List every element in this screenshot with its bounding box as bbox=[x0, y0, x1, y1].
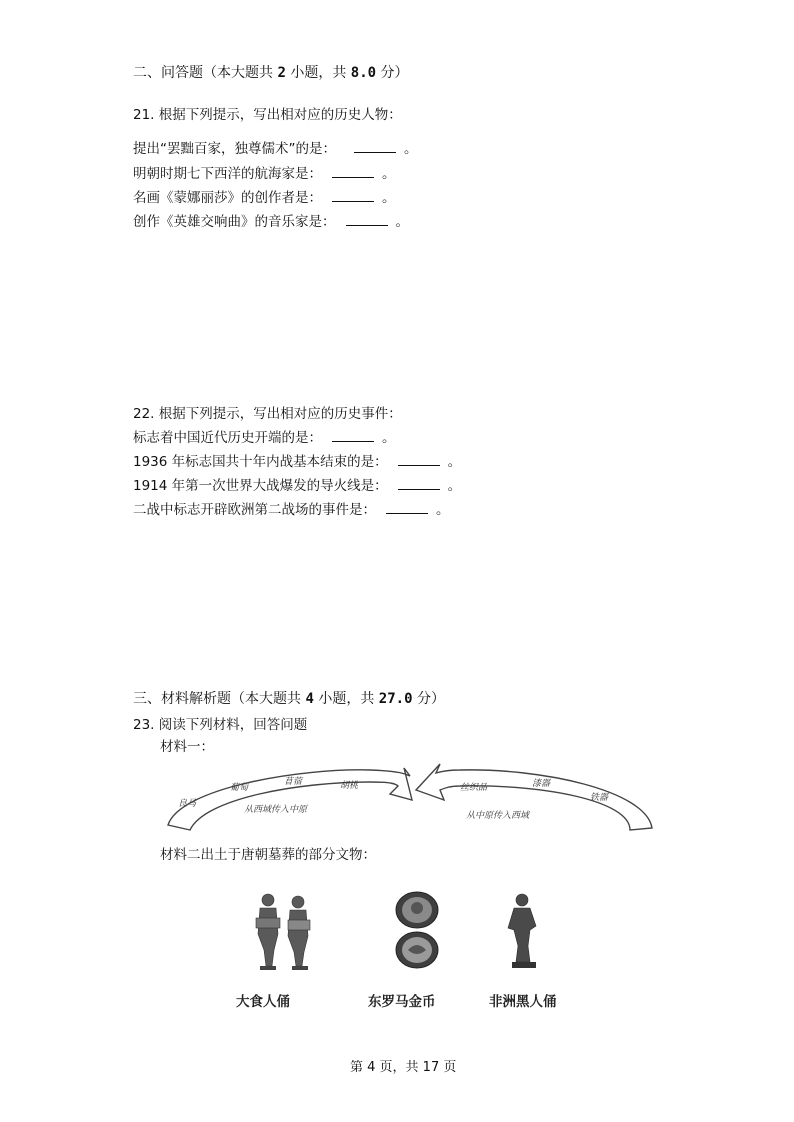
q22-item: 二战中标志开辟欧洲第二战场的事件是： 。 bbox=[133, 502, 450, 518]
answer-blank[interactable] bbox=[332, 188, 374, 202]
answer-blank[interactable] bbox=[386, 500, 428, 514]
material-1-label: 材料一： bbox=[160, 739, 214, 755]
q21-item: 创作《英雄交响曲》的音乐家是： 。 bbox=[133, 214, 409, 230]
artifact-caption: 大食人俑 bbox=[236, 994, 290, 1010]
artifact-caption: 非洲黑人俑 bbox=[489, 994, 557, 1010]
q21-item: 名画《蒙娜丽莎》的创作者是： 。 bbox=[133, 190, 396, 206]
answer-blank[interactable] bbox=[398, 452, 440, 466]
q22-stem: 22. 根据下列提示，写出相对应的历史事件： bbox=[133, 406, 402, 422]
page-footer: 第 4 页，共 17 页 bbox=[350, 1060, 457, 1075]
section-2-heading: 二、问答题（本大题共 2 小题，共 8.0 分） bbox=[133, 65, 409, 81]
q21-stem: 21. 根据下列提示，写出相对应的历史人物： bbox=[133, 107, 402, 123]
answer-blank[interactable] bbox=[354, 139, 396, 153]
q23-stem: 23. 阅读下列材料，回答问题 bbox=[133, 717, 308, 733]
answer-blank[interactable] bbox=[332, 164, 374, 178]
diagram-item: 良马 bbox=[178, 799, 197, 809]
diagram-item: 丝织品 bbox=[460, 783, 488, 793]
diagram-item: 铁器 bbox=[590, 793, 609, 803]
q22-item: 1936 年标志国共十年内战基本结束的是： 。 bbox=[133, 454, 462, 470]
material-2-label: 材料二出土于唐朝墓葬的部分文物： bbox=[160, 847, 376, 863]
african-figurine-image bbox=[500, 890, 550, 972]
diagram-item: 漆器 bbox=[532, 779, 551, 789]
arrow-east-to-west bbox=[416, 764, 652, 830]
diagram-item: 苜蓿 bbox=[284, 777, 303, 787]
q22-item: 标志着中国近代历史开端的是： 。 bbox=[133, 430, 396, 446]
diagram-item: 胡桃 bbox=[340, 781, 359, 791]
diagram-item: 葡萄 bbox=[230, 783, 249, 793]
diagram-caption: 从西域传入中原 bbox=[244, 805, 308, 815]
q21-item: 明朝时期七下西洋的航海家是： 。 bbox=[133, 166, 396, 182]
exchange-diagram bbox=[160, 760, 660, 840]
q22-item: 1914 年第一次世界大战爆发的导火线是： 。 bbox=[133, 478, 462, 494]
section-3-heading: 三、材料解析题（本大题共 4 小题，共 27.0 分） bbox=[133, 691, 445, 707]
answer-blank[interactable] bbox=[398, 476, 440, 490]
artifact-caption: 东罗马金币 bbox=[368, 994, 436, 1010]
answer-blank[interactable] bbox=[346, 212, 388, 226]
byzantine-gold-coins-image bbox=[392, 890, 442, 972]
arabian-figurines-image bbox=[248, 890, 318, 972]
q21-item: 提出“罢黜百家，独尊儒术”的是： 。 bbox=[133, 141, 418, 157]
diagram-caption: 从中原传入西域 bbox=[466, 811, 530, 821]
answer-blank[interactable] bbox=[332, 428, 374, 442]
